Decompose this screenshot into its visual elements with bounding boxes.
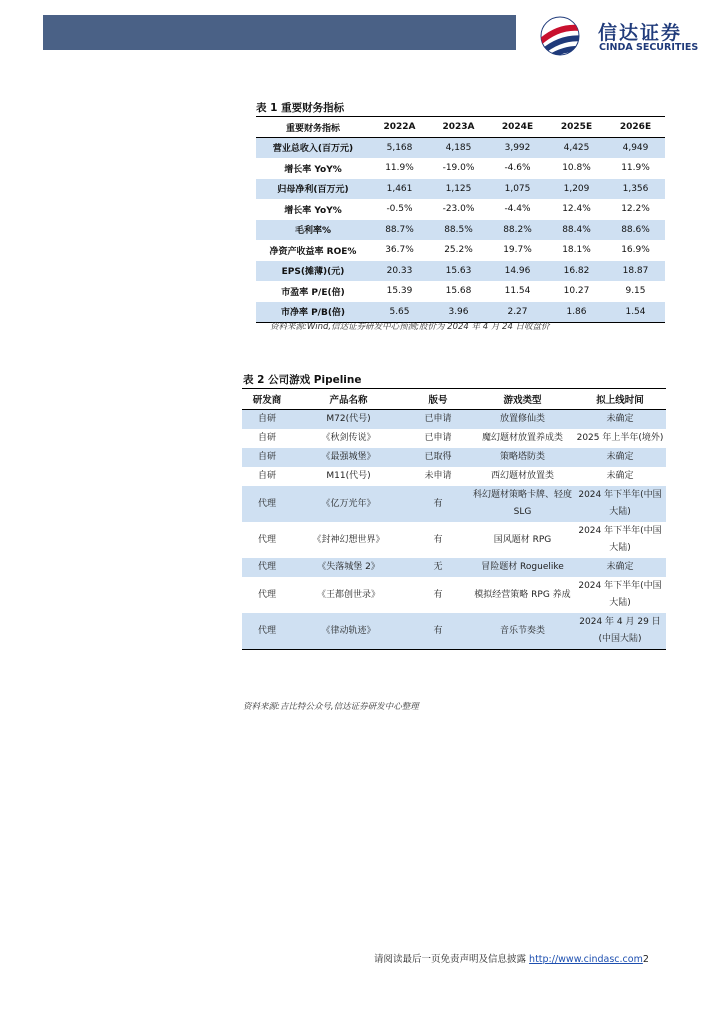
table-cell: 自研 — [257, 471, 276, 481]
table-cell: 88.5% — [444, 224, 473, 235]
table-cell: 策略塔防类 — [499, 452, 545, 462]
table-cell: 《亿万光年》 — [321, 498, 376, 509]
table1-caption: 表 1 重要财务指标 — [256, 102, 345, 114]
table-cell: 1,461 — [386, 183, 413, 194]
table-cell: 未确定 — [606, 471, 634, 481]
table-cell: 放置修仙类 — [499, 414, 545, 424]
table-cell: 20.33 — [386, 265, 413, 276]
table-cell: 国风题材 RPG — [493, 534, 552, 545]
table1-header-cell: 2023A — [442, 122, 475, 132]
table-cell: 《最强城堡》 — [321, 452, 376, 462]
table-cell: 15.63 — [445, 265, 472, 276]
table-cell: 《律动轨迹》 — [292, 613, 405, 650]
row-label: 归母净利(百万元) — [277, 185, 349, 196]
table-cell: 有 — [433, 534, 443, 545]
table-cell: 1.86 — [566, 306, 587, 317]
table-cell: 1.54 — [625, 306, 646, 317]
table-cell: 模拟经营策略 RPG 养成 — [474, 589, 571, 600]
row-label: 市净率 P/B(倍) — [280, 308, 346, 319]
table-cell: 2.27 — [507, 306, 528, 317]
table-row — [242, 448, 666, 467]
table-cell: 5.65 — [389, 306, 410, 317]
table-cell: 11.54 — [504, 286, 531, 297]
table-cell: 无 — [433, 562, 443, 572]
table-cell: 1,209 — [563, 183, 590, 194]
table-cell: 有 — [405, 613, 471, 650]
table-row — [242, 410, 666, 430]
table-cell: 11.9% — [621, 163, 650, 174]
logo-english-name: CINDA SECURITIES — [599, 42, 699, 53]
table-cell: 《失落城堡 2》 — [317, 562, 380, 572]
table1-header-cell: 2024E — [501, 122, 534, 132]
row-label: 市盈率 P/E(倍) — [281, 287, 345, 298]
table2-header-cell: 版号 — [405, 389, 471, 410]
row-label: 净资产收益率 ROE% — [269, 246, 357, 257]
table-cell: 1,356 — [622, 183, 649, 194]
table-cell: 25.2% — [444, 245, 473, 256]
table-cell: 5,168 — [386, 142, 413, 153]
table-cell: 9.15 — [625, 286, 646, 297]
table-cell: 《封神幻想世界》 — [312, 534, 385, 545]
table-row — [256, 220, 665, 241]
table-row — [256, 138, 665, 159]
table-cell: 88.7% — [385, 224, 414, 235]
table-cell: 西幻题材放置类 — [490, 471, 554, 481]
table-cell: 18.87 — [622, 265, 649, 276]
table-cell: 1,125 — [445, 183, 472, 194]
table-cell: 1,075 — [504, 183, 531, 194]
table-cell: M11(代号) — [326, 471, 371, 481]
table-cell: 88.2% — [503, 224, 532, 235]
table-row — [242, 558, 666, 577]
table-row — [242, 522, 666, 558]
table-row — [256, 261, 665, 282]
row-label: EPS(摊薄)(元) — [281, 267, 345, 278]
table-cell: 10.8% — [562, 163, 591, 174]
table-cell: 魔幻题材放置养成类 — [481, 433, 563, 443]
table-cell: 4,425 — [563, 142, 590, 153]
table-cell: 已申请 — [424, 433, 452, 443]
table2-header-row — [242, 389, 666, 410]
table-cell: 11.9% — [385, 163, 414, 174]
table-cell: 《秋剑传说》 — [321, 433, 376, 443]
table-cell: 2024 年下半年(中国大陆) — [578, 490, 662, 517]
table-row — [256, 199, 665, 220]
table-row — [242, 613, 666, 650]
table2-header-cell: 研发商 — [242, 389, 292, 410]
table-cell: 科幻题材策略卡牌、轻度 SLG — [473, 490, 573, 517]
table-cell: 未申请 — [424, 471, 452, 481]
table-cell: -23.0% — [442, 204, 475, 215]
table-cell: 2025 年上半年(境外) — [576, 433, 664, 443]
table-cell: 已申请 — [424, 414, 452, 424]
row-label: 毛利率% — [294, 226, 332, 237]
table-cell: 88.6% — [621, 224, 650, 235]
table1-header-row — [256, 117, 665, 138]
game-pipeline-table — [242, 388, 666, 650]
table-row — [256, 179, 665, 200]
table-cell: 有 — [433, 498, 443, 509]
table2-header-cell: 产品名称 — [292, 389, 405, 410]
table1-header-cell: 重要财务指标 — [285, 123, 340, 134]
table-cell: -4.4% — [504, 204, 531, 215]
table-cell: -0.5% — [386, 204, 413, 215]
header-band — [43, 15, 516, 50]
row-label: 营业总收入(百万元) — [272, 144, 354, 155]
table-cell: 10.27 — [563, 286, 590, 297]
disclaimer-text: 请阅读最后一页免责声明及信息披露 — [374, 954, 527, 965]
table2-header-cell: 游戏类型 — [471, 389, 574, 410]
table-cell: 自研 — [257, 433, 276, 443]
table-cell: 3.96 — [448, 306, 469, 317]
logo-globe-icon — [528, 12, 592, 56]
table-cell: 14.96 — [504, 265, 531, 276]
table-cell: 代理 — [257, 562, 276, 572]
logo-chinese-name: 信达证券 — [598, 22, 683, 44]
row-label: 增长率 YoY% — [284, 205, 342, 216]
table1-source: 资料来源:Wind,信达证券研发中心预测;股价为 2024 年 4 月 24 日收盘价 — [270, 322, 550, 332]
table-row — [256, 302, 665, 323]
table-cell: 12.4% — [562, 204, 591, 215]
table-cell: 代理 — [257, 498, 276, 509]
table-row — [256, 240, 665, 261]
table-cell: 36.7% — [385, 245, 414, 256]
page-number: 2 — [642, 954, 649, 965]
table1-header-cell: 2026E — [619, 122, 652, 132]
table-cell: 有 — [433, 589, 443, 600]
table-cell: 16.82 — [563, 265, 590, 276]
table-cell: 12.2% — [621, 204, 650, 215]
table2-header-cell: 拟上线时间 — [574, 389, 666, 410]
table-cell: 代理 — [242, 613, 292, 650]
table2-caption: 表 2 公司游戏 Pipeline — [243, 374, 362, 386]
table-cell: 15.39 — [386, 286, 413, 297]
table-row — [242, 577, 666, 613]
table-cell: 2024 年下半年(中国大陆) — [578, 581, 662, 608]
website-link[interactable]: http://www.cindasc.com — [529, 954, 643, 965]
table-cell: 自研 — [257, 452, 276, 462]
table-cell: 已取得 — [424, 452, 452, 462]
table-cell: M72(代号) — [326, 414, 371, 424]
table-cell: 3,992 — [504, 142, 531, 153]
table-cell: 未确定 — [606, 452, 634, 462]
table-cell: 音乐节奏类 — [471, 613, 574, 650]
table1-header-cell: 2025E — [560, 122, 593, 132]
table-cell: 19.7% — [503, 245, 532, 256]
table-cell: 冒险题材 Roguelike — [481, 562, 564, 572]
table-cell: 未确定 — [606, 562, 634, 572]
table-row — [242, 467, 666, 486]
table-cell: -19.0% — [442, 163, 475, 174]
table-cell: 代理 — [257, 589, 276, 600]
financial-indicators-table — [256, 116, 665, 323]
table-cell: 4,185 — [445, 142, 472, 153]
table-row — [242, 486, 666, 522]
table-cell: 2024 年下半年(中国大陆) — [578, 526, 662, 553]
table-cell: 代理 — [257, 534, 276, 545]
table-cell: 未确定 — [606, 414, 634, 424]
table-cell: 自研 — [257, 414, 276, 424]
table-cell: 《王都创世录》 — [316, 589, 380, 600]
table-row — [256, 281, 665, 302]
table-cell: 15.68 — [445, 286, 472, 297]
table-row — [256, 158, 665, 179]
table-cell: 4,949 — [622, 142, 649, 153]
table-cell: 18.1% — [562, 245, 591, 256]
table-row — [242, 429, 666, 448]
row-label: 增长率 YoY% — [284, 164, 342, 175]
table2-source: 资料来源:吉比特公众号,信达证券研发中心整理 — [243, 702, 419, 712]
table1-header-cell: 2022A — [383, 122, 416, 132]
table-cell: 2024 年 4 月 29 日(中国大陆) — [574, 613, 666, 650]
table-cell: 16.9% — [621, 245, 650, 256]
company-logo — [528, 12, 708, 56]
table-cell: -4.6% — [504, 163, 531, 174]
page-footer — [374, 951, 649, 965]
table-cell: 88.4% — [562, 224, 591, 235]
